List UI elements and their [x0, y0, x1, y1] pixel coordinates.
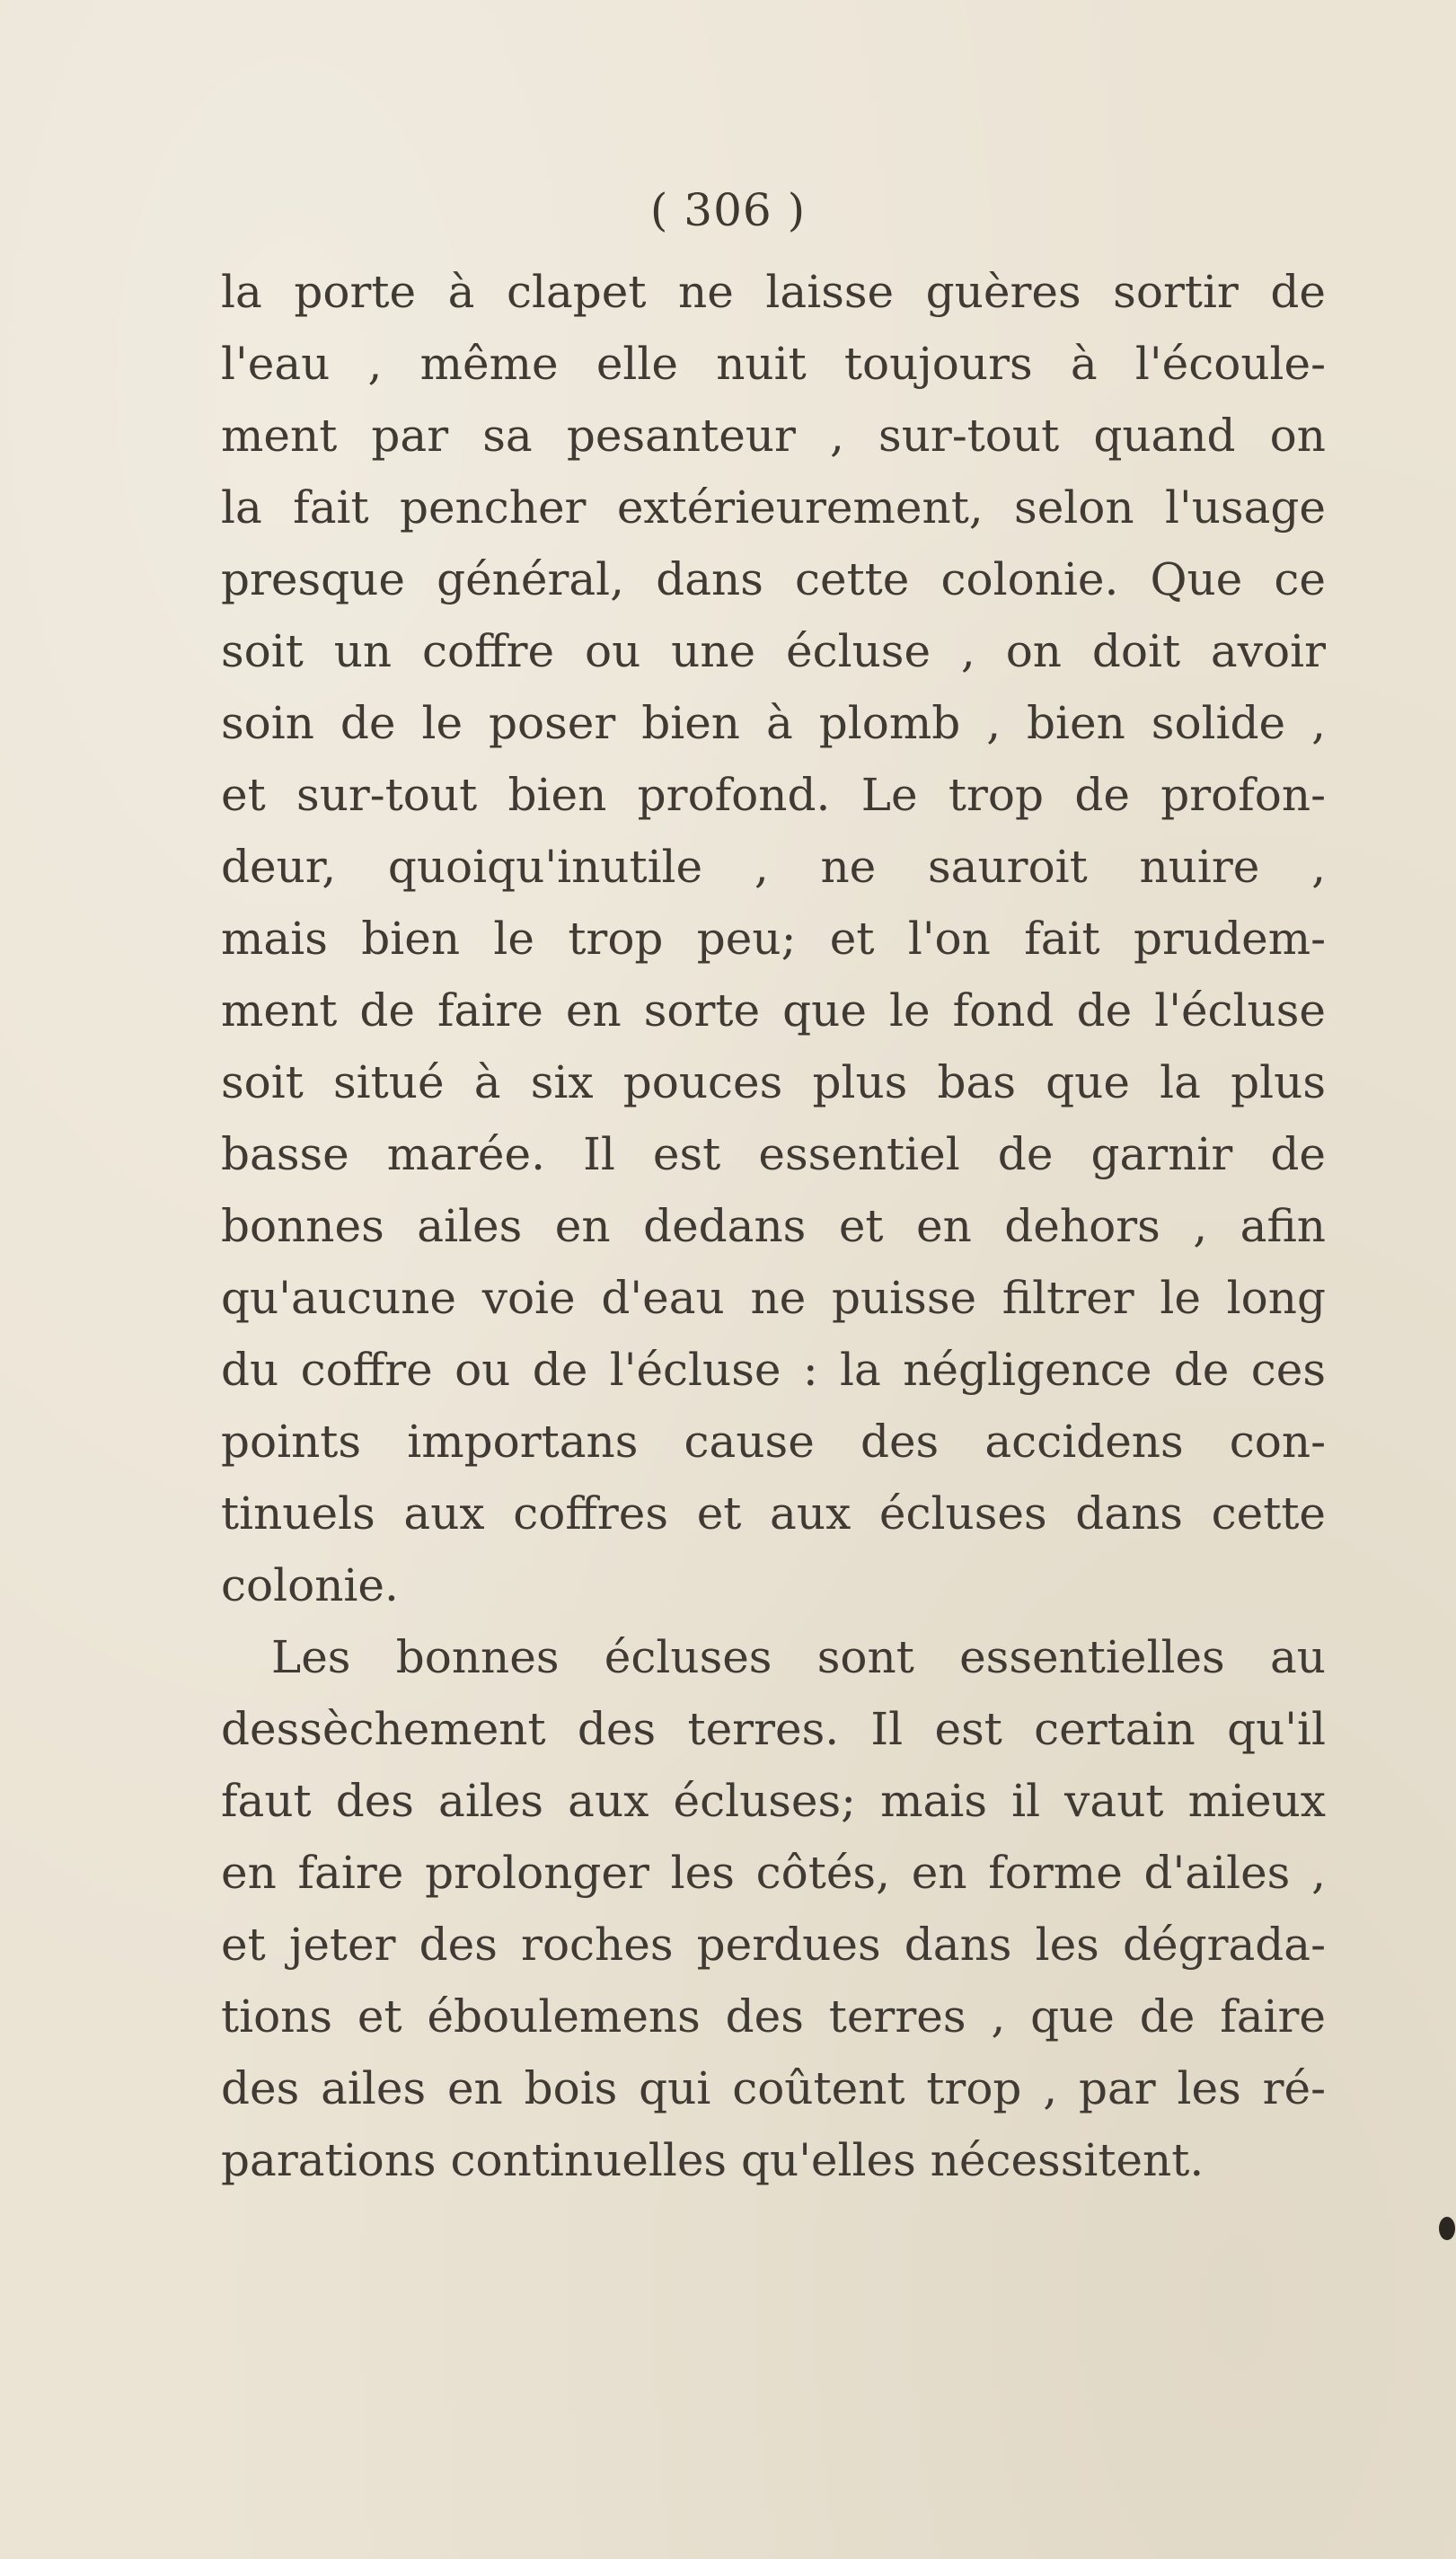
text-line: parations continuelles qu'elles nécessitent. [221, 2134, 1205, 2186]
text-line: soit un coffre ou une écluse , on doit avoir [221, 625, 1326, 677]
text-line: et sur-tout bien profond. Le trop de profon- [221, 769, 1326, 821]
text-line: Les bonnes écluses sont essentielles au [271, 1631, 1326, 1683]
body-text [221, 256, 1326, 2196]
text-line: deur, quoiqu'inutile , ne sauroit nuire , [221, 841, 1326, 893]
text-line: tinuels aux coffres et aux écluses dans cette [221, 1487, 1326, 1540]
text-line: basse marée. Il est essentiel de garnir de [221, 1128, 1326, 1180]
text-line: dessèchement des terres. Il est certain qu'il [221, 1703, 1326, 1755]
text-line: l'eau , même elle nuit toujours à l'écoule- [221, 338, 1326, 390]
text-line: ment par sa pesanteur , sur-tout quand on [221, 410, 1326, 462]
text-line: la porte à clapet ne laisse guères sortir de [221, 266, 1326, 318]
text-line: en faire prolonger les côtés, en forme d'ailes , [221, 1847, 1326, 1899]
text-line: la fait pencher extérieurement, selon l'usage [221, 481, 1326, 534]
ink-spot [1439, 2217, 1455, 2240]
text-line: ment de faire en sorte que le fond de l'écluse [221, 984, 1326, 1037]
text-line: du coffre ou de l'écluse : la négligence de ces [221, 1344, 1326, 1396]
text-line: bonnes ailes en dedans et en dehors , afin [221, 1200, 1326, 1252]
text-line: points importans cause des accidens con- [221, 1416, 1326, 1468]
text-line: soin de le poser bien à plomb , bien solide , [221, 697, 1326, 749]
text-line: et jeter des roches perdues dans les dégrada- [221, 1919, 1326, 1971]
text-line: tions et éboulemens des terres , que de faire [221, 1990, 1326, 2043]
text-line: des ailes en bois qui coûtent trop , par les ré- [221, 2062, 1326, 2114]
text-line: mais bien le trop peu; et l'on fait prudem- [221, 913, 1326, 965]
text-line: qu'aucune voie d'eau ne puisse filtrer le long [221, 1272, 1326, 1324]
text-line: soit situé à six pouces plus bas que la plus [221, 1056, 1326, 1108]
text-line: faut des ailes aux écluses; mais il vaut mieux [221, 1775, 1326, 1827]
text-line: colonie. [221, 1559, 399, 1611]
text-line: presque général, dans cette colonie. Que ce [221, 553, 1326, 605]
page-number-header: ( 306 ) [649, 184, 807, 236]
